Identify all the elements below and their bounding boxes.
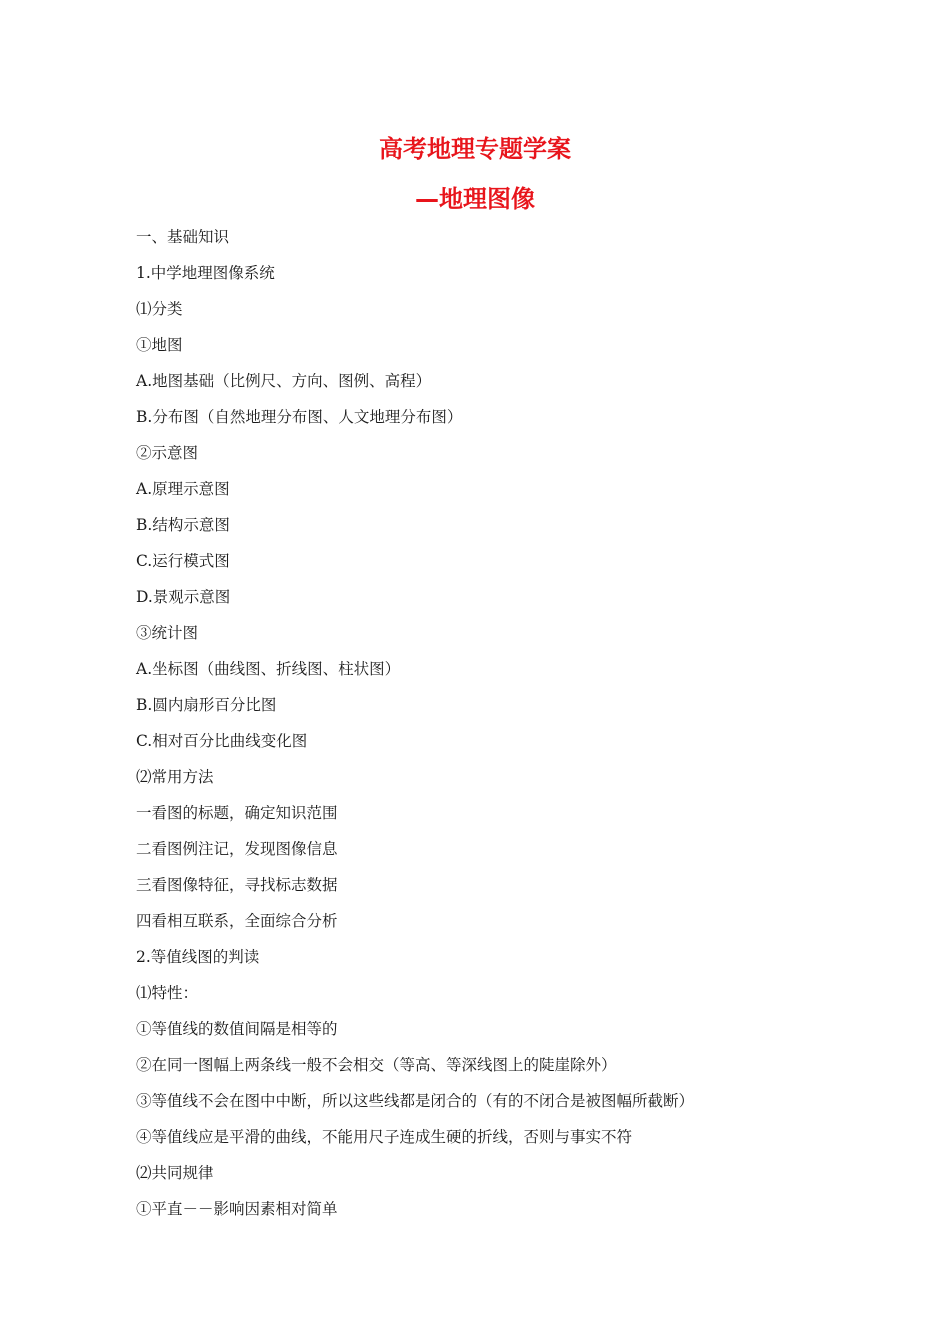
text-line: B.结构示意图 [136,516,230,534]
text-line: ③统计图 [136,624,199,642]
text-line: ⑵共同规律 [136,1164,214,1182]
document-body [136,224,836,1232]
text-line: C.相对百分比曲线变化图 [136,732,308,750]
text-line: 四看相互联系，全面综合分析 [136,912,338,930]
text-line: C.运行模式图 [136,552,230,570]
text-line: 一、基础知识 [136,228,230,246]
text-line: 二看图例注记，发现图像信息 [136,840,338,858]
text-line: 1.中学地理图像系统 [136,264,275,282]
text-line: 2.等值线图的判读 [136,948,260,966]
text-line: ①地图 [136,336,183,354]
text-line: ⑴特性： [136,984,199,1002]
text-line: ①平直－－影响因素相对简单 [136,1200,338,1218]
text-line: 一看图的标题，确定知识范围 [136,804,338,822]
document-subtitle: —地理图像 [415,185,535,213]
text-line: 三看图像特征，寻找标志数据 [136,876,338,894]
text-line: A.原理示意图 [136,480,230,498]
text-line: ②在同一图幅上两条线一般不会相交（等高、等深线图上的陡崖除外） [136,1056,617,1074]
text-line: ③等值线不会在图中中断，所以这些线都是闭合的（有的不闭合是被图幅所截断） [136,1092,695,1110]
text-line: A.坐标图（曲线图、折线图、柱状图） [136,660,401,678]
text-line: B.圆内扇形百分比图 [136,696,277,714]
text-line: ⑴分类 [136,300,183,318]
text-line: ⑵常用方法 [136,768,214,786]
text-line: ④等值线应是平滑的曲线，不能用尺子连成生硬的折线，否则与事实不符 [136,1128,633,1146]
text-line: A.地图基础（比例尺、方向、图例、高程） [136,372,432,390]
document-title: 高考地理专题学案 [379,135,571,163]
text-line: ①等值线的数值间隔是相等的 [136,1020,338,1038]
text-line: D.景观示意图 [136,588,231,606]
text-line: B.分布图（自然地理分布图、人文地理分布图） [136,408,463,426]
text-line: ②示意图 [136,444,199,462]
